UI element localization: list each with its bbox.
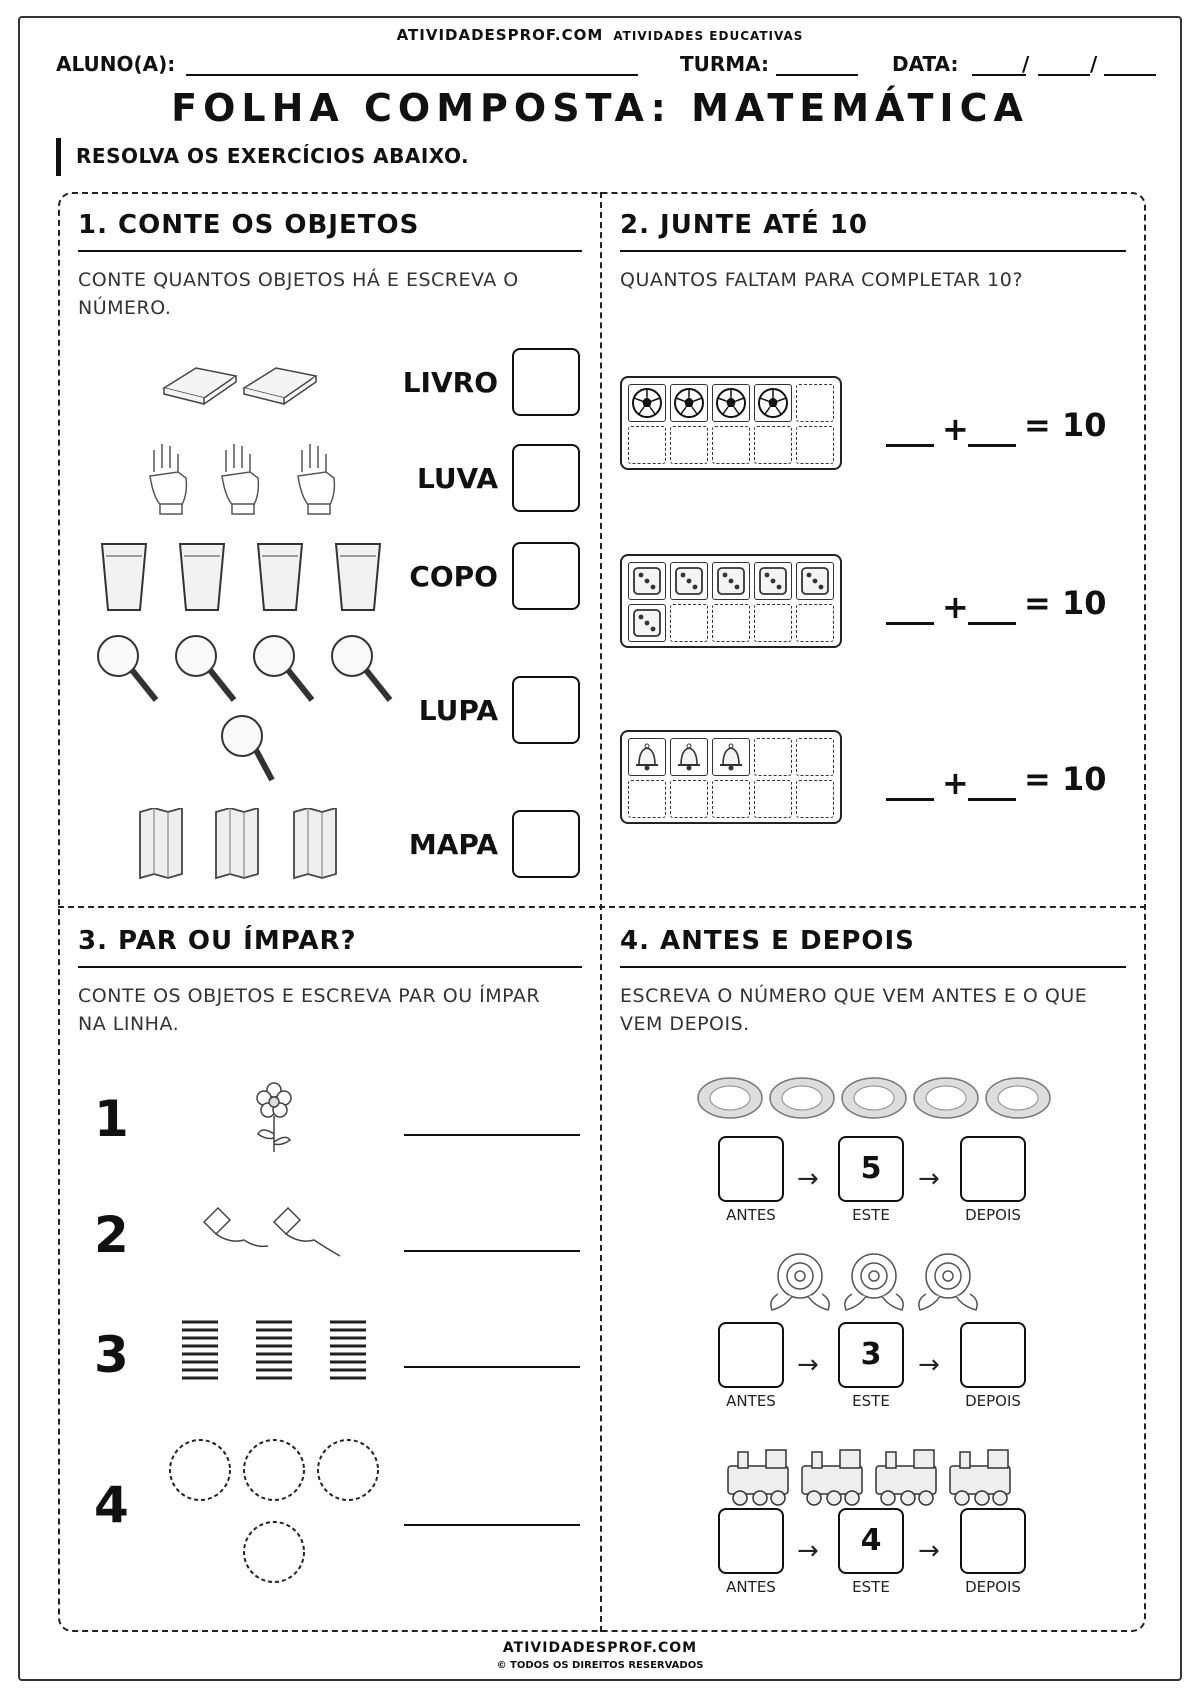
ten-frame-cell — [628, 780, 666, 818]
date-label: DATA: — [892, 52, 959, 76]
q1-row-copo-objects — [96, 540, 396, 620]
magnifier-icon — [94, 632, 404, 792]
eq-result-3: = 10 — [1024, 760, 1107, 798]
instruction-bar — [56, 138, 61, 176]
arrow-right-icon: → — [797, 1164, 819, 1194]
q4-this-box-2: 3 — [838, 1322, 904, 1388]
dice-icon — [714, 564, 748, 598]
q4-description — [620, 982, 1087, 1038]
addend-blank-3a[interactable] — [886, 798, 934, 801]
dice-icon — [798, 564, 832, 598]
q1-answer-lupa[interactable] — [512, 676, 580, 744]
q4-after-box-2[interactable] — [960, 1322, 1026, 1388]
date-year-line[interactable] — [1104, 74, 1156, 76]
q1-label-luva: LUVA — [416, 462, 498, 495]
q4-desc-line-2: VEM DEPOIS. — [620, 1013, 750, 1035]
q1-title-rule — [78, 250, 582, 252]
ten-frame-cell — [796, 562, 834, 600]
site-header — [0, 26, 1200, 44]
q4-before-box-2[interactable] — [718, 1322, 784, 1388]
arrow-right-icon: → — [918, 1164, 940, 1194]
dice-icon — [756, 564, 790, 598]
q4-after-box-1[interactable] — [960, 1136, 1026, 1202]
q4-caption-after-1: DEPOIS — [965, 1206, 1021, 1224]
plus-sign-3: + — [942, 764, 969, 802]
ten-frame-cell — [670, 562, 708, 600]
ten-frame-cell — [670, 384, 708, 422]
q4-this-box-3: 4 — [838, 1508, 904, 1574]
footer-rights: © TODOS OS DIREITOS RESERVADOS — [496, 1660, 704, 1671]
arrow-right-icon: → — [918, 1536, 940, 1566]
glass-icon — [96, 540, 396, 616]
date-day-line[interactable] — [972, 74, 1026, 76]
dice-icon — [672, 564, 706, 598]
soccer-ball-icon — [714, 386, 748, 420]
q3-answer-line-1[interactable] — [404, 1134, 580, 1136]
q3-row-number-3: 3 — [94, 1326, 129, 1384]
q2-description: QUANTOS FALTAM PARA COMPLETAR 10? — [620, 269, 1023, 291]
site-subtitle: ATIVIDADES EDUCATIVAS — [613, 29, 804, 43]
ten-frame-cell — [670, 604, 708, 642]
soccer-ball-icon — [630, 386, 664, 420]
instruction-text: RESOLVA OS EXERCÍCIOS ABAIXO. — [76, 144, 470, 168]
map-icon — [136, 808, 356, 882]
ten-frame-cell — [796, 604, 834, 642]
ten-frame-cell — [712, 604, 750, 642]
q1-desc-line-2: NÚMERO. — [78, 297, 172, 319]
q3-row-number-1: 1 — [94, 1090, 129, 1148]
ten-frame-cell — [796, 384, 834, 422]
ten-frame-cell — [628, 384, 666, 422]
flower-icon — [252, 1082, 296, 1154]
q4-row-1-objects — [696, 1076, 1052, 1126]
date-month-line[interactable] — [1038, 74, 1090, 76]
q3-answer-line-4[interactable] — [404, 1524, 580, 1526]
q3-row-1-objects — [252, 1082, 296, 1158]
q3-row-4-objects — [166, 1436, 386, 1600]
arrow-right-icon: → — [797, 1350, 819, 1380]
soccer-ball-icon — [672, 386, 706, 420]
q3-desc-line-1: CONTE OS OBJETOS E ESCREVA PAR OU ÍMPAR — [78, 985, 541, 1007]
ten-frame-cell — [712, 426, 750, 464]
addend-blank-3b[interactable] — [968, 798, 1016, 801]
ten-frame-cell — [754, 384, 792, 422]
date-slash-2: / — [1090, 52, 1098, 76]
q1-label-mapa: MAPA — [408, 828, 498, 861]
q3-row-number-2: 2 — [94, 1206, 129, 1264]
dice-icon — [630, 606, 664, 640]
q4-after-box-3[interactable] — [960, 1508, 1026, 1574]
ten-frame-cell — [712, 738, 750, 776]
ten-frame-cell — [754, 562, 792, 600]
arrow-right-icon: → — [797, 1536, 819, 1566]
q4-caption-after-2: DEPOIS — [965, 1392, 1021, 1410]
q3-desc-line-2: NA LINHA. — [78, 1013, 180, 1035]
eq-result-2: = 10 — [1024, 584, 1107, 622]
q1-label-lupa: LUPA — [418, 694, 498, 727]
class-line[interactable] — [776, 74, 858, 76]
q3-answer-line-2[interactable] — [404, 1250, 580, 1252]
bell-icon — [672, 740, 706, 774]
ten-frame-cell — [628, 738, 666, 776]
rose-icon — [766, 1250, 982, 1320]
q3-title-rule — [78, 966, 582, 968]
q3-answer-line-3[interactable] — [404, 1366, 580, 1368]
q4-caption-before-2: ANTES — [726, 1392, 776, 1410]
ten-frame-cell — [712, 780, 750, 818]
q4-caption-this-1: ESTE — [852, 1206, 890, 1224]
q3-row-number-4: 4 — [94, 1476, 129, 1534]
q1-title: 1. CONTE OS OBJETOS — [78, 210, 420, 240]
ten-frame-cell — [754, 738, 792, 776]
footer-site: ATIVIDADESPROF.COM — [502, 1640, 698, 1656]
q3-row-3-objects — [178, 1316, 388, 1392]
q1-row-livro-objects — [160, 358, 320, 412]
ten-frame-cell — [628, 426, 666, 464]
q4-row-3-objects — [726, 1440, 1022, 1510]
q4-title-rule — [620, 966, 1126, 968]
ten-frame-cell — [628, 562, 666, 600]
ten-frame-cell — [670, 780, 708, 818]
q4-row-2-objects — [766, 1250, 982, 1324]
vertical-divider — [600, 192, 602, 1632]
plate-icon — [696, 1076, 1052, 1122]
q1-row-lupa-objects — [94, 632, 404, 796]
spring-icon — [178, 1316, 388, 1388]
ten-frame-cell — [796, 780, 834, 818]
q3-row-2-objects — [200, 1204, 350, 1268]
q4-title: 4. ANTES E DEPOIS — [620, 926, 915, 956]
ten-frame-cell — [796, 738, 834, 776]
q1-description — [78, 266, 519, 322]
page-title: FOLHA COMPOSTA: MATEMÁTICA — [171, 86, 1029, 130]
ten-frame-cell — [670, 738, 708, 776]
q4-desc-line-1: ESCREVA O NÚMERO QUE VEM ANTES E O QUE — [620, 985, 1088, 1007]
date-slash-1: / — [1022, 52, 1030, 76]
sun-icon — [166, 1436, 386, 1596]
book-icon — [160, 358, 320, 408]
q3-title: 3. PAR OU ÍMPAR? — [78, 926, 357, 956]
addend-blank-1b[interactable] — [968, 444, 1016, 447]
q4-caption-after-3: DEPOIS — [965, 1578, 1021, 1596]
q4-this-box-1: 5 — [838, 1136, 904, 1202]
q1-label-copo: COPO — [409, 560, 498, 593]
dice-icon — [630, 564, 664, 598]
site-name: ATIVIDADESPROF.COM — [396, 26, 604, 44]
ten-frame-cell — [796, 426, 834, 464]
train-icon — [726, 1440, 1022, 1506]
glove-icon — [136, 438, 356, 518]
q4-before-box-1[interactable] — [718, 1136, 784, 1202]
ten-frame-cell — [628, 604, 666, 642]
plus-sign-2: + — [942, 588, 969, 626]
q4-before-box-3[interactable] — [718, 1508, 784, 1574]
student-label: ALUNO(A): — [56, 52, 176, 76]
q3-description — [78, 982, 540, 1038]
kite-icon — [200, 1204, 350, 1264]
addend-blank-2a[interactable] — [886, 622, 934, 625]
bell-icon — [714, 740, 748, 774]
addend-blank-1a[interactable] — [886, 444, 934, 447]
ten-frame-cell — [754, 604, 792, 642]
q1-answer-luva[interactable] — [512, 444, 580, 512]
q2-title: 2. JUNTE ATÉ 10 — [620, 210, 868, 240]
bell-icon — [630, 740, 664, 774]
eq-result-1: = 10 — [1024, 406, 1107, 444]
plus-sign-1: + — [942, 410, 969, 448]
ten-frame-cell — [670, 426, 708, 464]
addend-blank-2b[interactable] — [968, 622, 1016, 625]
q1-answer-copo[interactable] — [512, 542, 580, 610]
ten-frame-cell — [754, 426, 792, 464]
ten-frame-cell — [712, 562, 750, 600]
q1-row-mapa-objects — [136, 808, 356, 886]
q4-caption-before-3: ANTES — [726, 1578, 776, 1596]
soccer-ball-icon — [756, 386, 790, 420]
arrow-right-icon: → — [918, 1350, 940, 1380]
q4-caption-before-1: ANTES — [726, 1206, 776, 1224]
class-label: TURMA: — [680, 52, 770, 76]
q1-answer-mapa[interactable] — [512, 810, 580, 878]
q1-answer-livro[interactable] — [512, 348, 580, 416]
q1-desc-line-1: CONTE QUANTOS OBJETOS HÁ E ESCREVA O — [78, 269, 519, 291]
ten-frame-cell — [754, 780, 792, 818]
q1-row-luva-objects — [136, 438, 356, 522]
q4-caption-this-2: ESTE — [852, 1392, 890, 1410]
horizontal-divider — [58, 906, 1146, 908]
q1-label-livro: LIVRO — [402, 366, 498, 399]
ten-frame-cell — [712, 384, 750, 422]
student-name-line[interactable] — [186, 74, 638, 76]
q2-title-rule — [620, 250, 1126, 252]
q4-caption-this-3: ESTE — [852, 1578, 890, 1596]
